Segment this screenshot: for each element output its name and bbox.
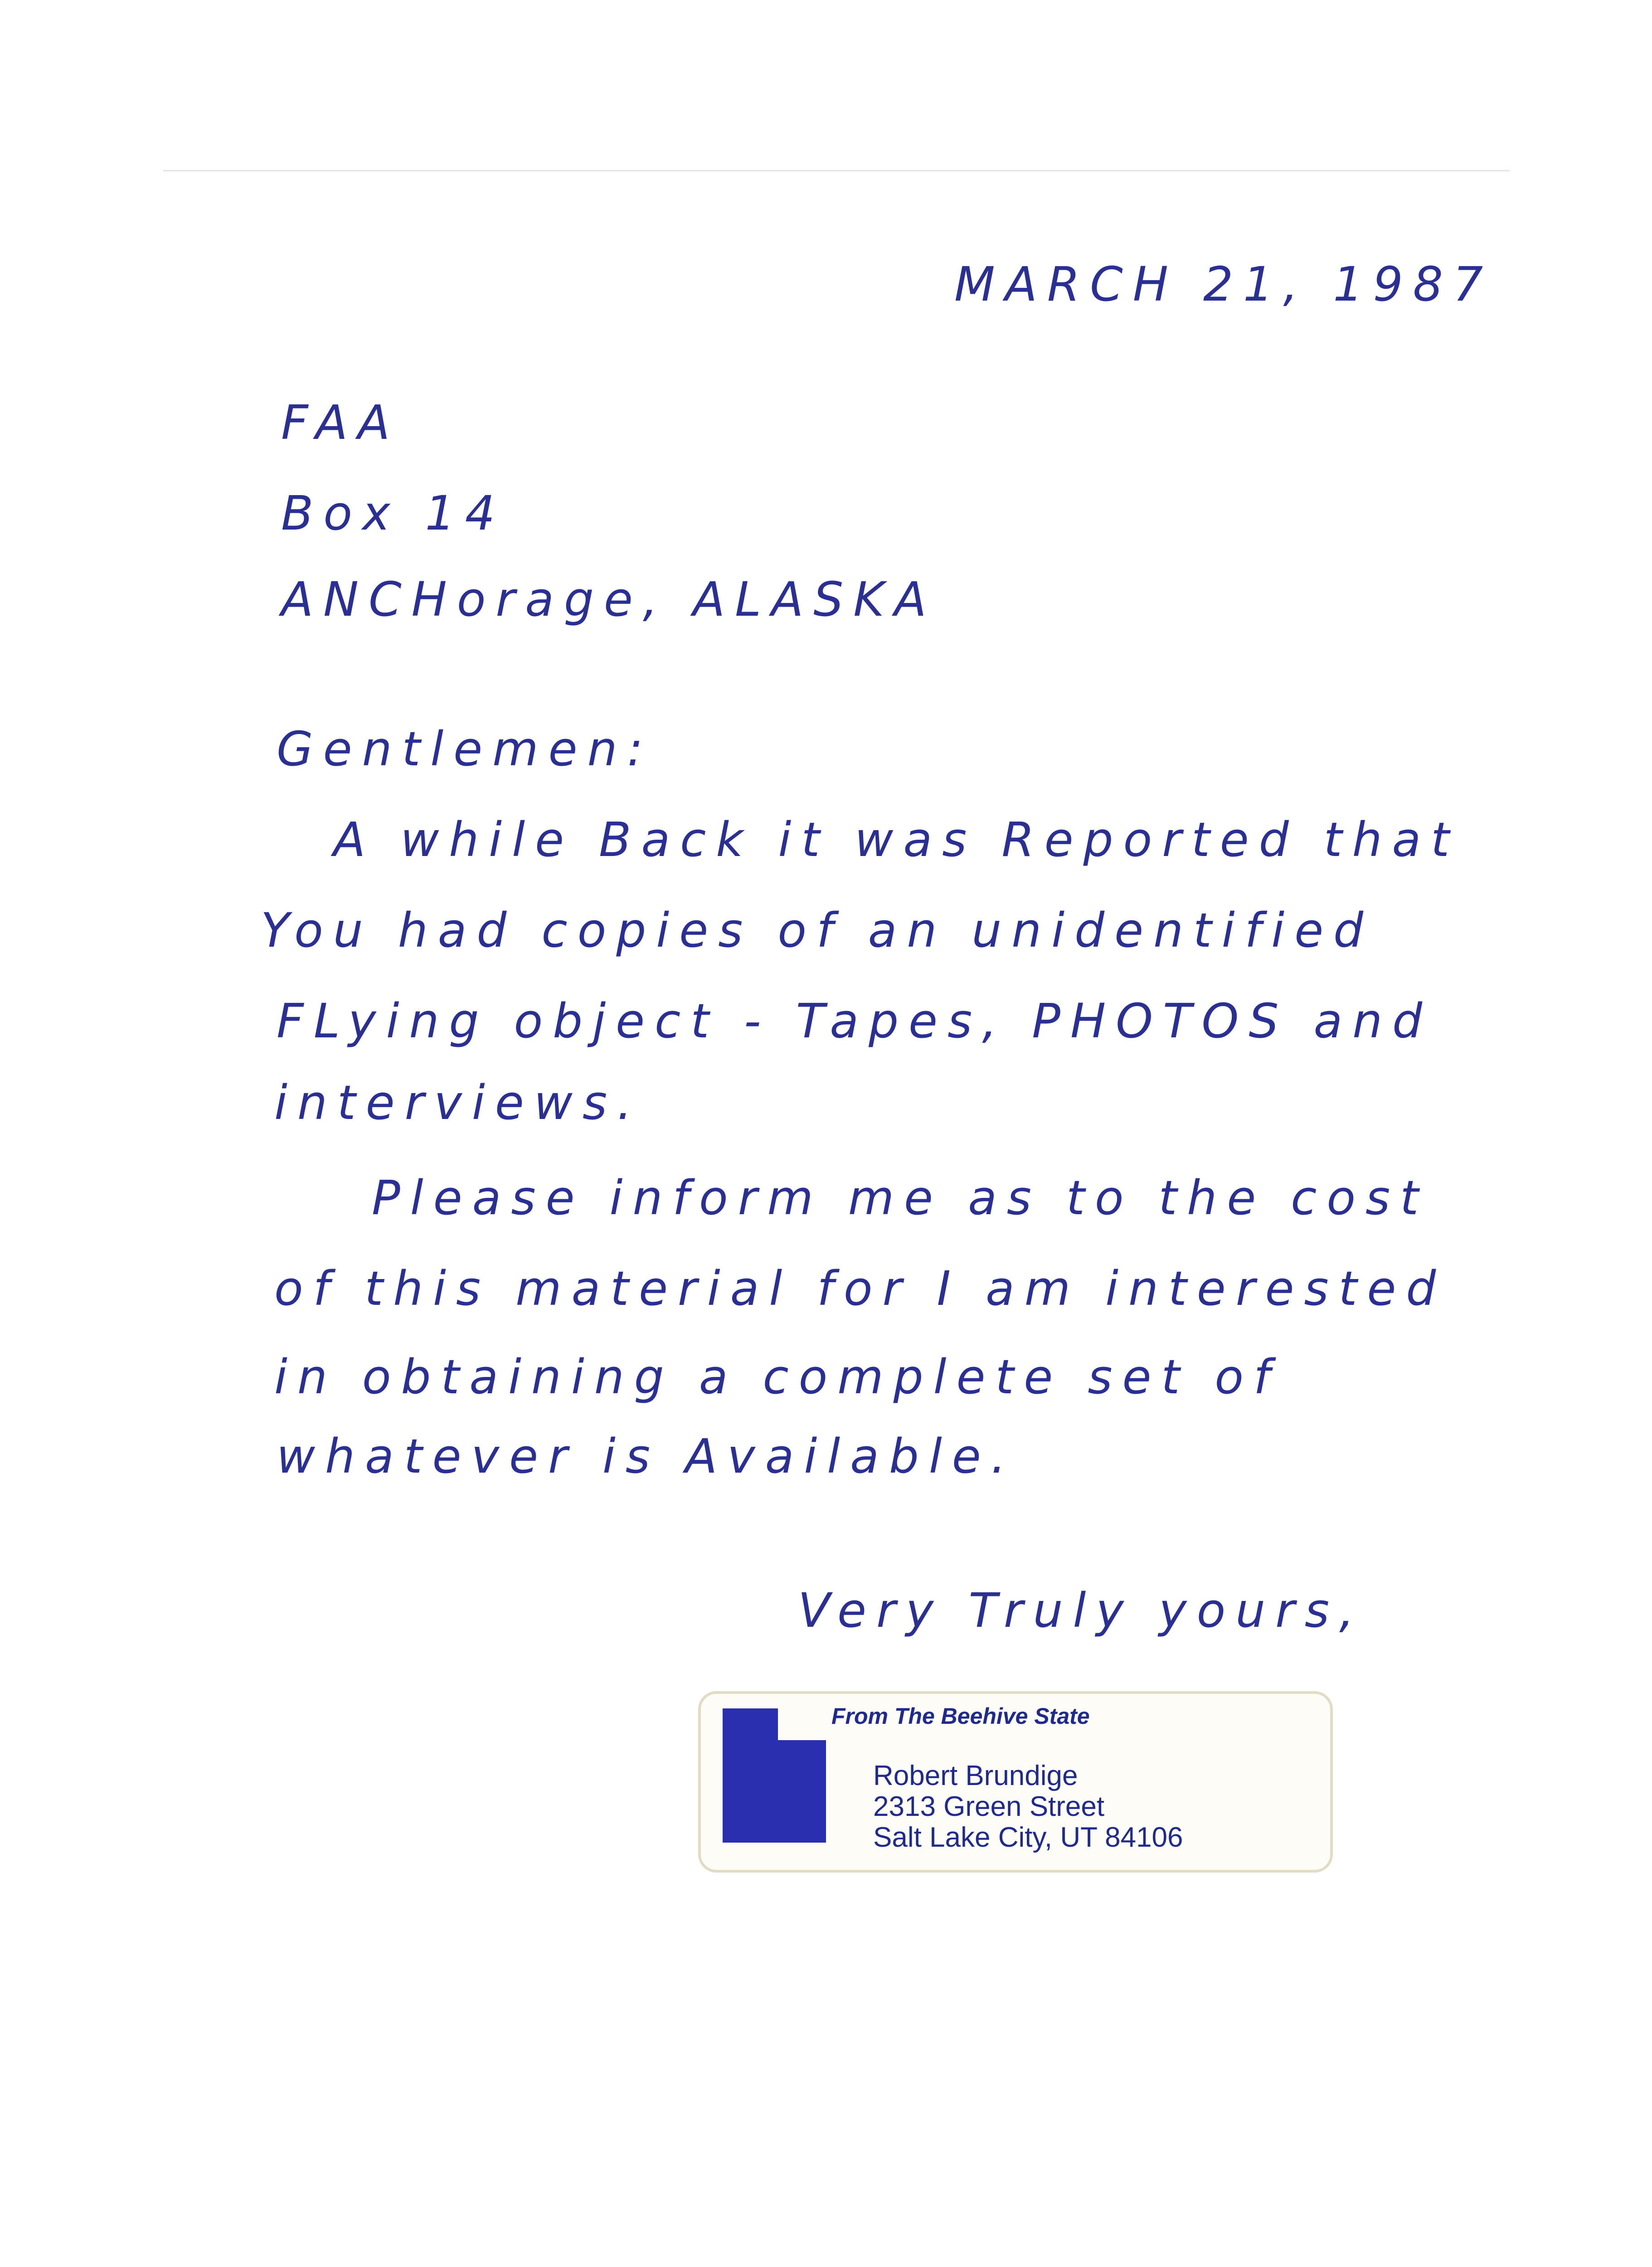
label-city-line: Salt Lake City, UT 84106 bbox=[873, 1822, 1183, 1853]
label-name: Robert Brundige bbox=[873, 1760, 1078, 1791]
recipient-name: FAA bbox=[281, 395, 400, 450]
recipient-city: ANCHorage, ALASKA bbox=[281, 572, 937, 627]
paragraph1-line2: You had copies of an unidentified bbox=[261, 903, 1374, 958]
closing: Very Truly yours, bbox=[798, 1583, 1365, 1638]
paragraph2-line4: whatever is Available. bbox=[277, 1429, 1016, 1484]
top-edge-line bbox=[163, 170, 1510, 171]
utah-state-shape bbox=[723, 1708, 826, 1843]
paragraph2-line2: of this material for I am interested bbox=[274, 1261, 1446, 1316]
return-address-label bbox=[698, 1691, 1333, 1873]
salutation: Gentlemen: bbox=[277, 721, 653, 777]
utah-state-icon bbox=[723, 1708, 826, 1843]
paragraph2-line1: Please inform me as to the cost bbox=[372, 1170, 1429, 1226]
paragraph1-line1: A while Back it was Reported that bbox=[333, 812, 1459, 867]
label-street: 2313 Green Street bbox=[873, 1791, 1105, 1822]
paragraph2-line3: in obtaining a complete set of bbox=[274, 1349, 1280, 1405]
paragraph1-line4: interviews. bbox=[274, 1075, 642, 1130]
letter-date: MARCH 21, 1987 bbox=[954, 257, 1493, 312]
label-tagline: From The Beehive State bbox=[831, 1703, 1090, 1729]
recipient-box: Box 14 bbox=[281, 486, 505, 541]
paragraph1-line3: FLying object - Tapes, PHOTOS and bbox=[277, 993, 1433, 1049]
